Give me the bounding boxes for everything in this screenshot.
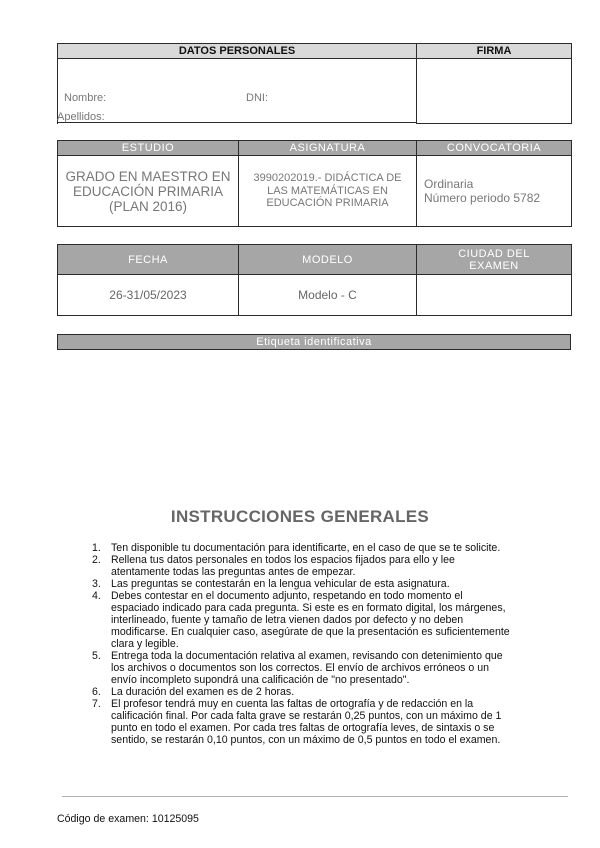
asignatura-line: EDUCACIÓN PRIMARIA [266,197,389,210]
estudio-line: (PLAN 2016) [108,198,188,214]
estudio-header: ESTUDIO [58,141,239,156]
instruction-line: los archivos o documentos son los correctos. El envío de archivos erróneos o un [111,662,490,674]
instruction-line: espaciado indicado para cada pregunta. Si este es en formato digital, los márgenes, [111,602,506,614]
footer-divider [62,796,568,797]
convocatoria-line: Ordinaria [424,177,474,191]
estudio-value [58,156,239,227]
instruction-number: 6. [92,686,101,698]
convocatoria-header: CONVOCATORIA [417,141,572,156]
modelo-header: MODELO [239,245,417,275]
instruction-line: Debes contestar en el documento adjunto, respetando en todo momento el [111,590,463,602]
fecha-value: 26-31/05/2023 [58,275,239,316]
ciudad-header-line: EXAMEN [469,259,519,272]
convocatoria-value [417,156,572,227]
fecha-header: FECHA [58,245,239,275]
instruction-line: La duración del examen es de 2 horas. [111,686,295,698]
instruction-line: Rellena tus datos personales en todos los espacios fijados para ello y lee [111,554,455,566]
instruction-item [92,686,572,698]
signature-box[interactable] [417,59,572,124]
instruction-number: 5. [92,650,101,662]
study-table [57,140,572,227]
instruction-line: sentido, se restarán 0,10 puntos, con un máximo de 0,5 puntos en todo el examen. [111,734,501,746]
asignatura-value [239,156,417,227]
instruction-line: atentamente todas las preguntas antes de empezar. [111,566,356,578]
personal-data-header: DATOS PERSONALES [58,44,417,59]
instruction-number: 3. [92,578,101,590]
instruction-line: interlineado, fuente y tamaño de letra vienen dados por defecto y no deben [111,614,464,626]
instructions-title: INSTRUCCIONES GENERALES [170,507,430,526]
ciudad-value[interactable] [417,275,572,316]
personal-data-table [57,43,572,124]
signature-header: FIRMA [417,44,572,59]
instruction-item [92,698,572,746]
asignatura-line: 3990202019.- DIDÁCTICA DE [253,172,402,185]
apellidos-divider [57,122,416,123]
instruction-item [92,542,572,554]
ciudad-header [417,245,572,275]
instruction-line: Ten disponible tu documentación para identificarte, en el caso de que se te solicite. [111,542,501,554]
modelo-value: Modelo - C [239,275,417,316]
instruction-number: 7. [92,698,101,710]
estudio-line: EDUCACIÓN PRIMARIA [72,183,224,199]
exam-info-table [57,244,572,316]
instruction-item [92,590,572,650]
instruction-number: 2. [92,554,101,566]
instruction-line: El profesor tendrá muy en cuenta las faltas de ortografía y de redacción en la [111,698,474,710]
instruction-line: Las preguntas se contestarán en la lengua vehicular de esta asignatura. [111,578,450,590]
asignatura-line: LAS MATEMÁTICAS EN [267,184,388,197]
id-label-bar: Etiqueta identificativa [57,334,571,350]
instructions-list [92,542,572,746]
instruction-item [92,578,572,590]
instruction-line: calificación final. Por cada falta grave se restarán 0,25 puntos, con un máximo de 1 [111,710,502,722]
instruction-item [92,554,572,578]
personal-fields [58,59,417,124]
instruction-line: Entrega toda la documentación relativa al examen, revisando con detenimiento que [111,650,503,662]
instruction-line: modificarse. En cualquier caso, asegúrate de que la presentación es suficientemente [111,626,510,638]
convocatoria-line: Número periodo 5782 [424,191,541,205]
estudio-line: GRADO EN MAESTRO EN [65,168,231,184]
instruction-line: envío incompleto supondrá una calificación de "no presentado". [111,674,410,686]
nombre-field-label[interactable]: Nombre: [64,92,107,104]
dni-field-label[interactable]: DNI: [246,92,268,104]
apellidos-field-label[interactable]: Apellidos: [57,111,105,123]
ciudad-header-line: CIUDAD DEL [458,247,530,260]
exam-code: Código de examen: 10125095 [57,813,199,825]
instruction-number: 4. [92,590,101,602]
instruction-item [92,650,572,686]
instruction-number: 1. [92,542,101,554]
instruction-line: clara y legible. [111,638,179,650]
instruction-line: punto en todo el examen. Por cada tres faltas de ortografía leves, de sintaxis o se [111,722,495,734]
asignatura-header: ASIGNATURA [239,141,417,156]
